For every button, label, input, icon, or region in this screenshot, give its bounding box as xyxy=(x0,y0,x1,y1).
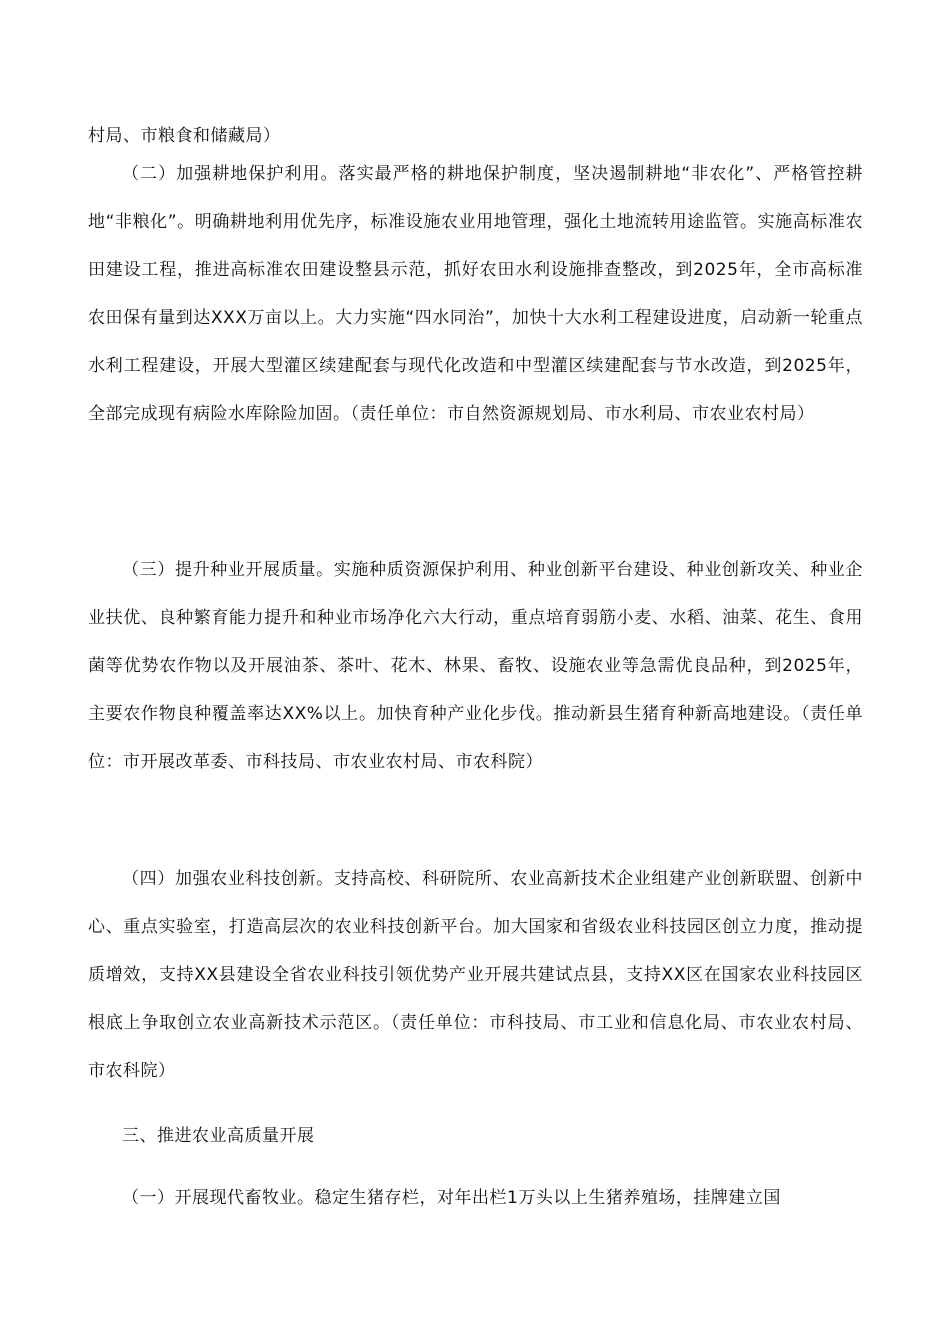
paragraph-animal-husbandry: （一）开展现代畜牧业。稳定生猪存栏，对年出栏1万头以上生猪养殖场，挂牌建立国 xyxy=(122,1188,781,1208)
section-heading: 三、推进农业高质量开展 xyxy=(122,1126,315,1146)
paragraph-seed-industry: （三）提升种业开展质量。实施种质资源保护利用、种业创新平台建设、种业创新攻关、种业企业扶优、良种繁育能力提升和种业市场净化六大行动，重点培育弱筋小麦、水稻、油菜、花生、食用菌等优势农作物以及开展油茶、茶叶、花木、林果、畜牧、设施农业等急需优良品种，到2025年，主要农作物良种覆盖率达XX%以上。加快育种产业化步伐。推动新县生猪育种新高地建设。（责任单位：市开展改革委、市科技局、市农业农村局、市农科院） xyxy=(88,560,863,772)
paragraph-agri-tech-innovation: （四）加强农业科技创新。支持高校、科研院所、农业高新技术企业组建产业创新联盟、创新中心、重点实验室，打造高层次的农业科技创新平台。加大国家和省级农业科技园区创立力度，推动提质增效，支持XX县建设全省农业科技引领优势产业开展共建试点县，支持XX区在国家农业科技园区根底上争取创立农业高新技术示范区。（责任单位：市科技局、市工业和信息化局、市农业农村局、市农科院） xyxy=(88,869,863,1081)
paragraph-farmland-protection: （二）加强耕地保护利用。落实最严格的耕地保护制度，坚决遏制耕地“非农化”、严格管控耕地“非粮化”。明确耕地利用优先序，标准设施农业用地管理，强化土地流转用途监管。实施高标准农田建设工程，推进高标准农田建设整县示范，抓好农田水利设施排查整改，到2025年，全市高标准农田保有量到达XXX万亩以上。大力实施“四水同治”，加快十大水利工程建设进度，启动新一轮重点水利工程建设，开展大型灌区续建配套与现代化改造和中型灌区续建配套与节水改造，到2025年，全部完成现有病险水库除险加固。（责任单位：市自然资源规划局、市水利局、市农业农村局） xyxy=(88,164,863,424)
paragraph-continuation: 村局、市粮食和储藏局） xyxy=(88,126,281,146)
